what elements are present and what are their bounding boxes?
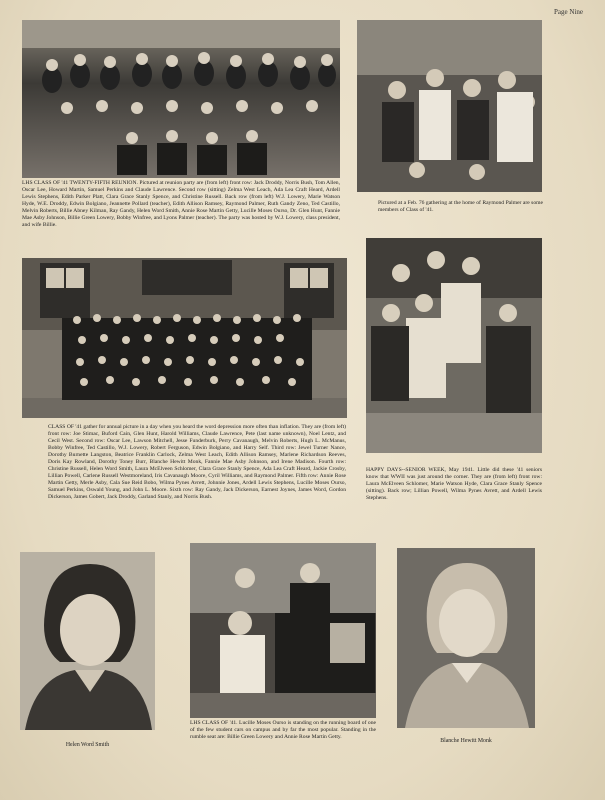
senior-week-caption: HAPPY DAYS--SENIOR WEEK, May 1941. Little did these '41 seniors know that WWII was just around the corner. They are (from left) front row: Laura McElveen Schlomer, Marie Watson Hyde, Clara Grace Stanly Spence (sitting). Back row; Lillian Powell, Wilma Pynes Avrett, and Ardell Lewis Stephens. — [366, 467, 542, 501]
senior-week-photo — [366, 238, 542, 453]
page-number: Page Nine — [554, 8, 583, 16]
car-photo — [190, 543, 376, 718]
gathering-caption: Pictured at a Feb. 76 gathering at the home of Raymond Palmer are some members of Class of '41. — [378, 200, 543, 213]
annual-class-photo — [22, 258, 347, 418]
helen-caption: Helen Word Smith — [65, 742, 110, 748]
annual-class-caption: CLASS OF '41 gather for annual picture in a day when you heard the word depression more often than inflation. They are (from left) front row: Joe Stimac, Buford Cain, Glen Hunt, Harold Williams, Claude Lawrence, Pete (last name unknown), Noel Lentz, and Cecil West. Second row: Oscar Lee, Lawson Mitchell, Jesse Funderburk, Perry Cavanaugh, Melvin Roberts, Hugh L. McManus, Bobby Winfree, Ted Castillo, W.J. Lowery, Robert Ferguson, Edwin Bolgiano, and Harry Self. Third row: Jewel Turner Nance, Dorothy Burnette Langston, Beatrice Franklin Carlock, Zelma West Leach, Edith Allison Ramsey, Marlene Richardson Reeves, Doris Kay Rowland, Dorothy Toney Burr, Blanche Hewitt Monk, Fannie Mae Asby Johnson, and Irene Madison. Fourth row: Christine Russell, Helen Word Smith, Laura McElveen Schlomer, Clara Grace Stanly Spence, Ada Lea Craft Heard, Jackie Crosby, Lillian Powell, Carlene Russell Westmoreland, Iris Cavanaugh Moore, Cyril Williams, and Raymond Palmer. Fifth row: Annie Rose Martin Getty, Merle Asby, Cala Sue Reid Bobo, Wilma Pynes Avrett, Johnnie Jones, Ardell Lewis Stephens, Lucille Moses Ourso, Samuel Perkins, Oswald Young, and John L. Moore. Sixth row: Ray Gandy, Jack Dickerson, Earnest Joynes, James Word, Gordon Dickerson, James Gobert, Jack Droddy, Garland Stanly, and Norris Bush. — [48, 424, 346, 500]
blanche-caption: Blanche Hewitt Monk — [440, 738, 492, 744]
car-caption: LHS CLASS OF '41. Lucille Moses Ourso is standing on the running board of one of the few student cars on campus and by far the most popular. Standing in the rumble seat are: Billie Green Lowery and Annie Rose Martin Getty. — [190, 720, 376, 740]
helen-portrait-photo — [20, 552, 155, 730]
reunion-caption: LHS CLASS OF '41 TWENTY-FIFTH REUNION. Pictured at reunion party are (from left) front row: Jack Droddy, Norris Bush, Tom Allen, Oscar Lee, Howard Martin, Samuel Perkins and Claude Lawrence. Second row (sitting) Zelma West Leach, Ada Lea Craft Heard, Ardell Lewis Stephens, Edith Parker Platt, Clara Grace Stanly Spence, and Christine Russell. Back row (from left) W.J. Lowery, Marie Watson Hyde, W.E. Droddy, Edwin Bolgiano, Jeannette Pollard (teacher), Edith Allison Ramsey, Raymond Palmer, Ruth Gandy Zeno, Ted Castillo, Melvin Roberts, Billie Abney Kilman, Ray Gandy, Helen Word Smith, Annie Rose Martin Getty, Lucille Moses Ourso, Dr. Glen Hunt, Fannie Mae Asby Johnson, Billie Green Lowery, Bobby Winfree, and Lyons Palmer (teacher). The party was hosted by W.J. Lowery, class president, and wife Billie. — [22, 180, 340, 228]
gathering-photo — [357, 20, 542, 192]
reunion-photo — [22, 20, 340, 178]
blanche-portrait-photo — [397, 548, 535, 728]
